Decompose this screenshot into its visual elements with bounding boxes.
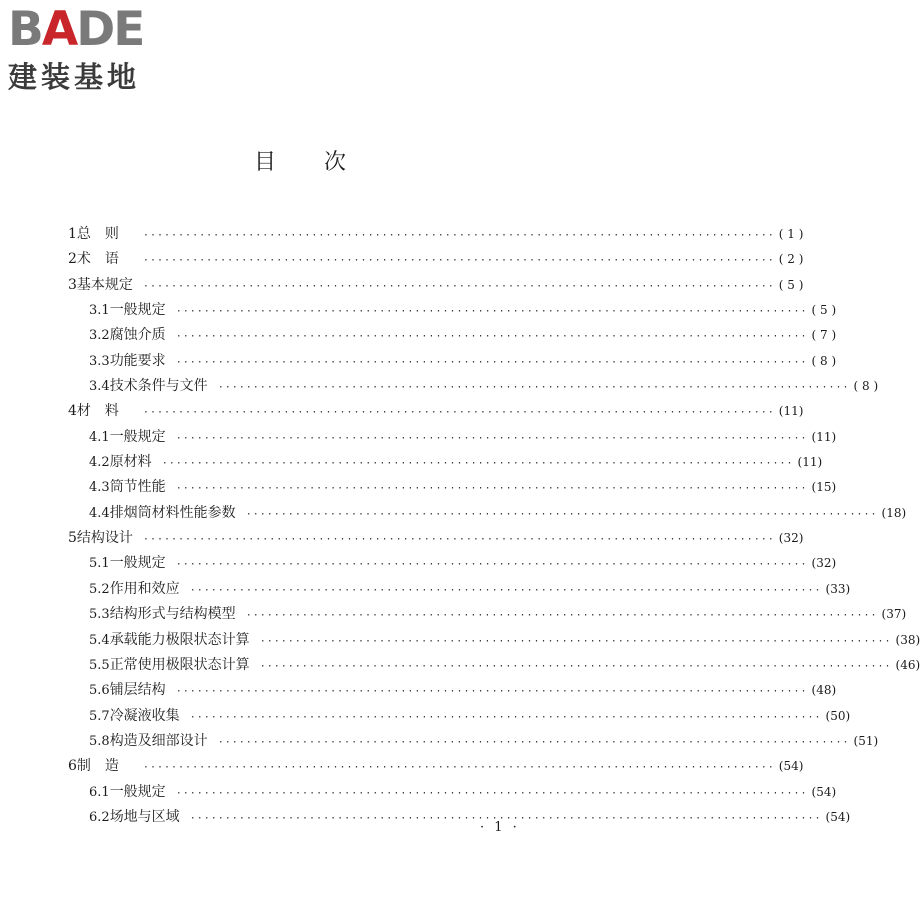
toc-entry-number: 4.1 (89, 429, 110, 445)
toc-entry-page: (54) (825, 809, 851, 824)
dot-leader: ·························································································· (142, 762, 775, 774)
toc-entry-title: 技术条件与文件 (109, 378, 208, 395)
dot-leader: ·························································································· (245, 610, 878, 622)
toc-entry-number: 4.2 (89, 455, 110, 471)
dot-leader: ·························································································· (142, 534, 775, 546)
toc-entry-title: 一般规定 (109, 555, 166, 572)
toc-entry-page: (54) (778, 759, 804, 774)
toc-entry-page: (11) (778, 404, 804, 419)
toc-entry[interactable] (68, 577, 851, 602)
dot-leader: ·························································································· (142, 407, 775, 419)
toc-entry-number: 3.2 (89, 328, 110, 344)
toc-entry-number: 5.6 (89, 683, 110, 699)
toc-entry-page: ( 2 ) (778, 252, 804, 267)
toc-entry-page: (37) (881, 607, 907, 622)
dot-leader: ·························································································· (189, 584, 822, 596)
toc-entry-number: 5.4 (89, 632, 110, 648)
toc-entry[interactable] (68, 323, 837, 348)
toc-entry-page: (32) (811, 556, 837, 571)
toc-entry-title: 功能要求 (109, 352, 166, 369)
toc-entry[interactable] (68, 425, 837, 450)
toc-entry-number: 4 (68, 403, 77, 420)
toc-entry-page: (11) (797, 455, 823, 470)
toc-entry-title: 制造 (76, 758, 133, 775)
toc-entry[interactable] (68, 602, 907, 627)
toc-entry-title: 场地与区域 (109, 808, 180, 825)
toc-entry[interactable] (68, 450, 823, 475)
toc-entry-page: (11) (811, 429, 837, 444)
dot-leader: ·························································································· (142, 230, 775, 241)
toc-entry[interactable] (68, 526, 804, 551)
toc-entry-page: ( 8 ) (811, 353, 837, 368)
dot-leader: ·························································································· (175, 559, 808, 571)
toc-entry-page: (54) (811, 784, 837, 799)
toc-entry-page: ( 8 ) (853, 379, 879, 394)
toc-entry-page: (18) (881, 505, 907, 520)
dot-leader: ·························································································· (189, 711, 822, 723)
dot-leader: ·························································································· (175, 331, 808, 343)
toc-entry-page: (48) (811, 683, 837, 698)
dot-leader: ·························································································· (175, 306, 808, 318)
toc-entry[interactable] (68, 653, 920, 678)
toc-entry-page: ( 1 ) (778, 227, 804, 241)
dot-leader: ·························································································· (189, 812, 822, 824)
toc-entry-title: 排烟筒材料性能参数 (109, 504, 236, 521)
dot-leader: ·························································································· (245, 508, 878, 520)
toc-entry[interactable] (68, 754, 804, 779)
toc-entry-number: 4.3 (89, 480, 110, 496)
toc-entry[interactable] (68, 805, 851, 830)
toc-entry-number: 5.2 (89, 581, 110, 597)
toc-entry-number: 6.1 (89, 784, 110, 800)
toc-entry[interactable] (68, 349, 837, 374)
logo (8, 4, 178, 94)
toc-entry-number: 2 (68, 251, 77, 268)
toc-entry-title: 承载能力极限状态计算 (109, 631, 250, 648)
toc-entry-number: 6 (68, 758, 77, 775)
logo-text-en: BADE (8, 2, 144, 57)
toc-entry-title: 一般规定 (109, 783, 166, 800)
toc-entry-number: 1 (68, 226, 77, 242)
toc-entry-title: 结构形式与结构模型 (109, 606, 236, 623)
toc-entry-title: 冷凝液收集 (109, 707, 180, 724)
toc-entry-title: 原材料 (109, 454, 152, 471)
dot-leader: ·························································································· (175, 432, 808, 444)
toc-entry-page: (32) (778, 531, 804, 546)
toc-entry[interactable] (68, 628, 920, 653)
toc-entry-page: ( 5 ) (811, 303, 837, 318)
toc-entry-title: 构造及细部设计 (109, 732, 208, 749)
toc-entry-title: 作用和效应 (109, 580, 180, 597)
dot-leader: ·························································································· (175, 787, 808, 799)
page-number: · 1 · (480, 820, 520, 835)
toc-entry[interactable] (68, 222, 804, 247)
toc-entry-number: 3.4 (89, 379, 110, 395)
toc-entry-number: 5.8 (89, 733, 110, 749)
toc-entry-number: 5 (68, 530, 77, 547)
toc-entry-number: 3.3 (89, 353, 110, 369)
toc-entry-number: 6.2 (89, 809, 110, 825)
toc-entry-title: 基本规定 (76, 276, 133, 293)
toc-entry[interactable] (68, 374, 879, 399)
dot-leader: ·························································································· (175, 483, 808, 495)
dot-leader: ·························································································· (259, 635, 892, 647)
toc-entry-page: (51) (853, 733, 879, 748)
dot-leader: ·························································································· (161, 458, 794, 470)
toc-entry-number: 5.5 (89, 657, 110, 673)
toc-entry-title: 总则 (76, 226, 133, 242)
toc-entry-number: 5.7 (89, 708, 110, 724)
toc-entry-title: 正常使用极限状态计算 (109, 656, 250, 673)
toc-entry[interactable] (68, 678, 837, 703)
toc-entry[interactable] (68, 501, 907, 526)
toc-entry[interactable] (68, 729, 879, 754)
toc-entry[interactable] (68, 551, 837, 576)
toc-entry-page: ( 5 ) (778, 277, 804, 292)
toc-entry-number: 5.3 (89, 607, 110, 623)
toc-entry[interactable] (68, 475, 837, 500)
page-title: 目次 (253, 150, 394, 175)
toc-entry-page: (38) (895, 632, 920, 647)
toc-entry-page: (50) (825, 708, 851, 723)
toc-entry-title: 铺层结构 (109, 682, 166, 699)
toc-entry-page: ( 7 ) (811, 328, 837, 343)
toc-entry-number: 3 (68, 276, 77, 293)
toc-entry[interactable] (68, 273, 804, 298)
toc-entry-number: 5.1 (89, 556, 110, 572)
dot-leader: ·························································································· (259, 660, 892, 672)
toc-entry-page: (46) (895, 657, 920, 672)
toc-entry-title: 材料 (76, 403, 133, 420)
toc-entry-title: 一般规定 (109, 302, 166, 319)
dot-leader: ·························································································· (217, 382, 850, 394)
toc-entry[interactable] (68, 780, 837, 805)
toc-entry-title: 腐蚀介质 (109, 327, 166, 344)
table-of-contents (68, 222, 920, 830)
toc-entry[interactable] (68, 704, 851, 729)
toc-entry-title: 结构设计 (76, 530, 133, 547)
toc-entry-number: 3.1 (89, 303, 110, 319)
toc-entry-number: 4.4 (89, 505, 110, 521)
dot-leader: ·························································································· (142, 280, 775, 292)
toc-entry[interactable] (68, 298, 837, 323)
toc-entry[interactable] (68, 399, 804, 424)
toc-entry-page: (33) (825, 581, 851, 596)
toc-entry-page: (15) (811, 480, 837, 495)
toc-entry-title: 术语 (76, 251, 133, 268)
logo-text-cn: 建装基地 (8, 60, 141, 94)
dot-leader: ·························································································· (175, 686, 808, 698)
toc-entry-title: 筒节性能 (109, 479, 166, 496)
dot-leader: ·························································································· (217, 736, 850, 748)
toc-entry[interactable] (68, 247, 804, 272)
dot-leader: ·························································································· (142, 255, 775, 267)
dot-leader: ·························································································· (175, 356, 808, 368)
toc-entry-title: 一般规定 (109, 428, 166, 445)
